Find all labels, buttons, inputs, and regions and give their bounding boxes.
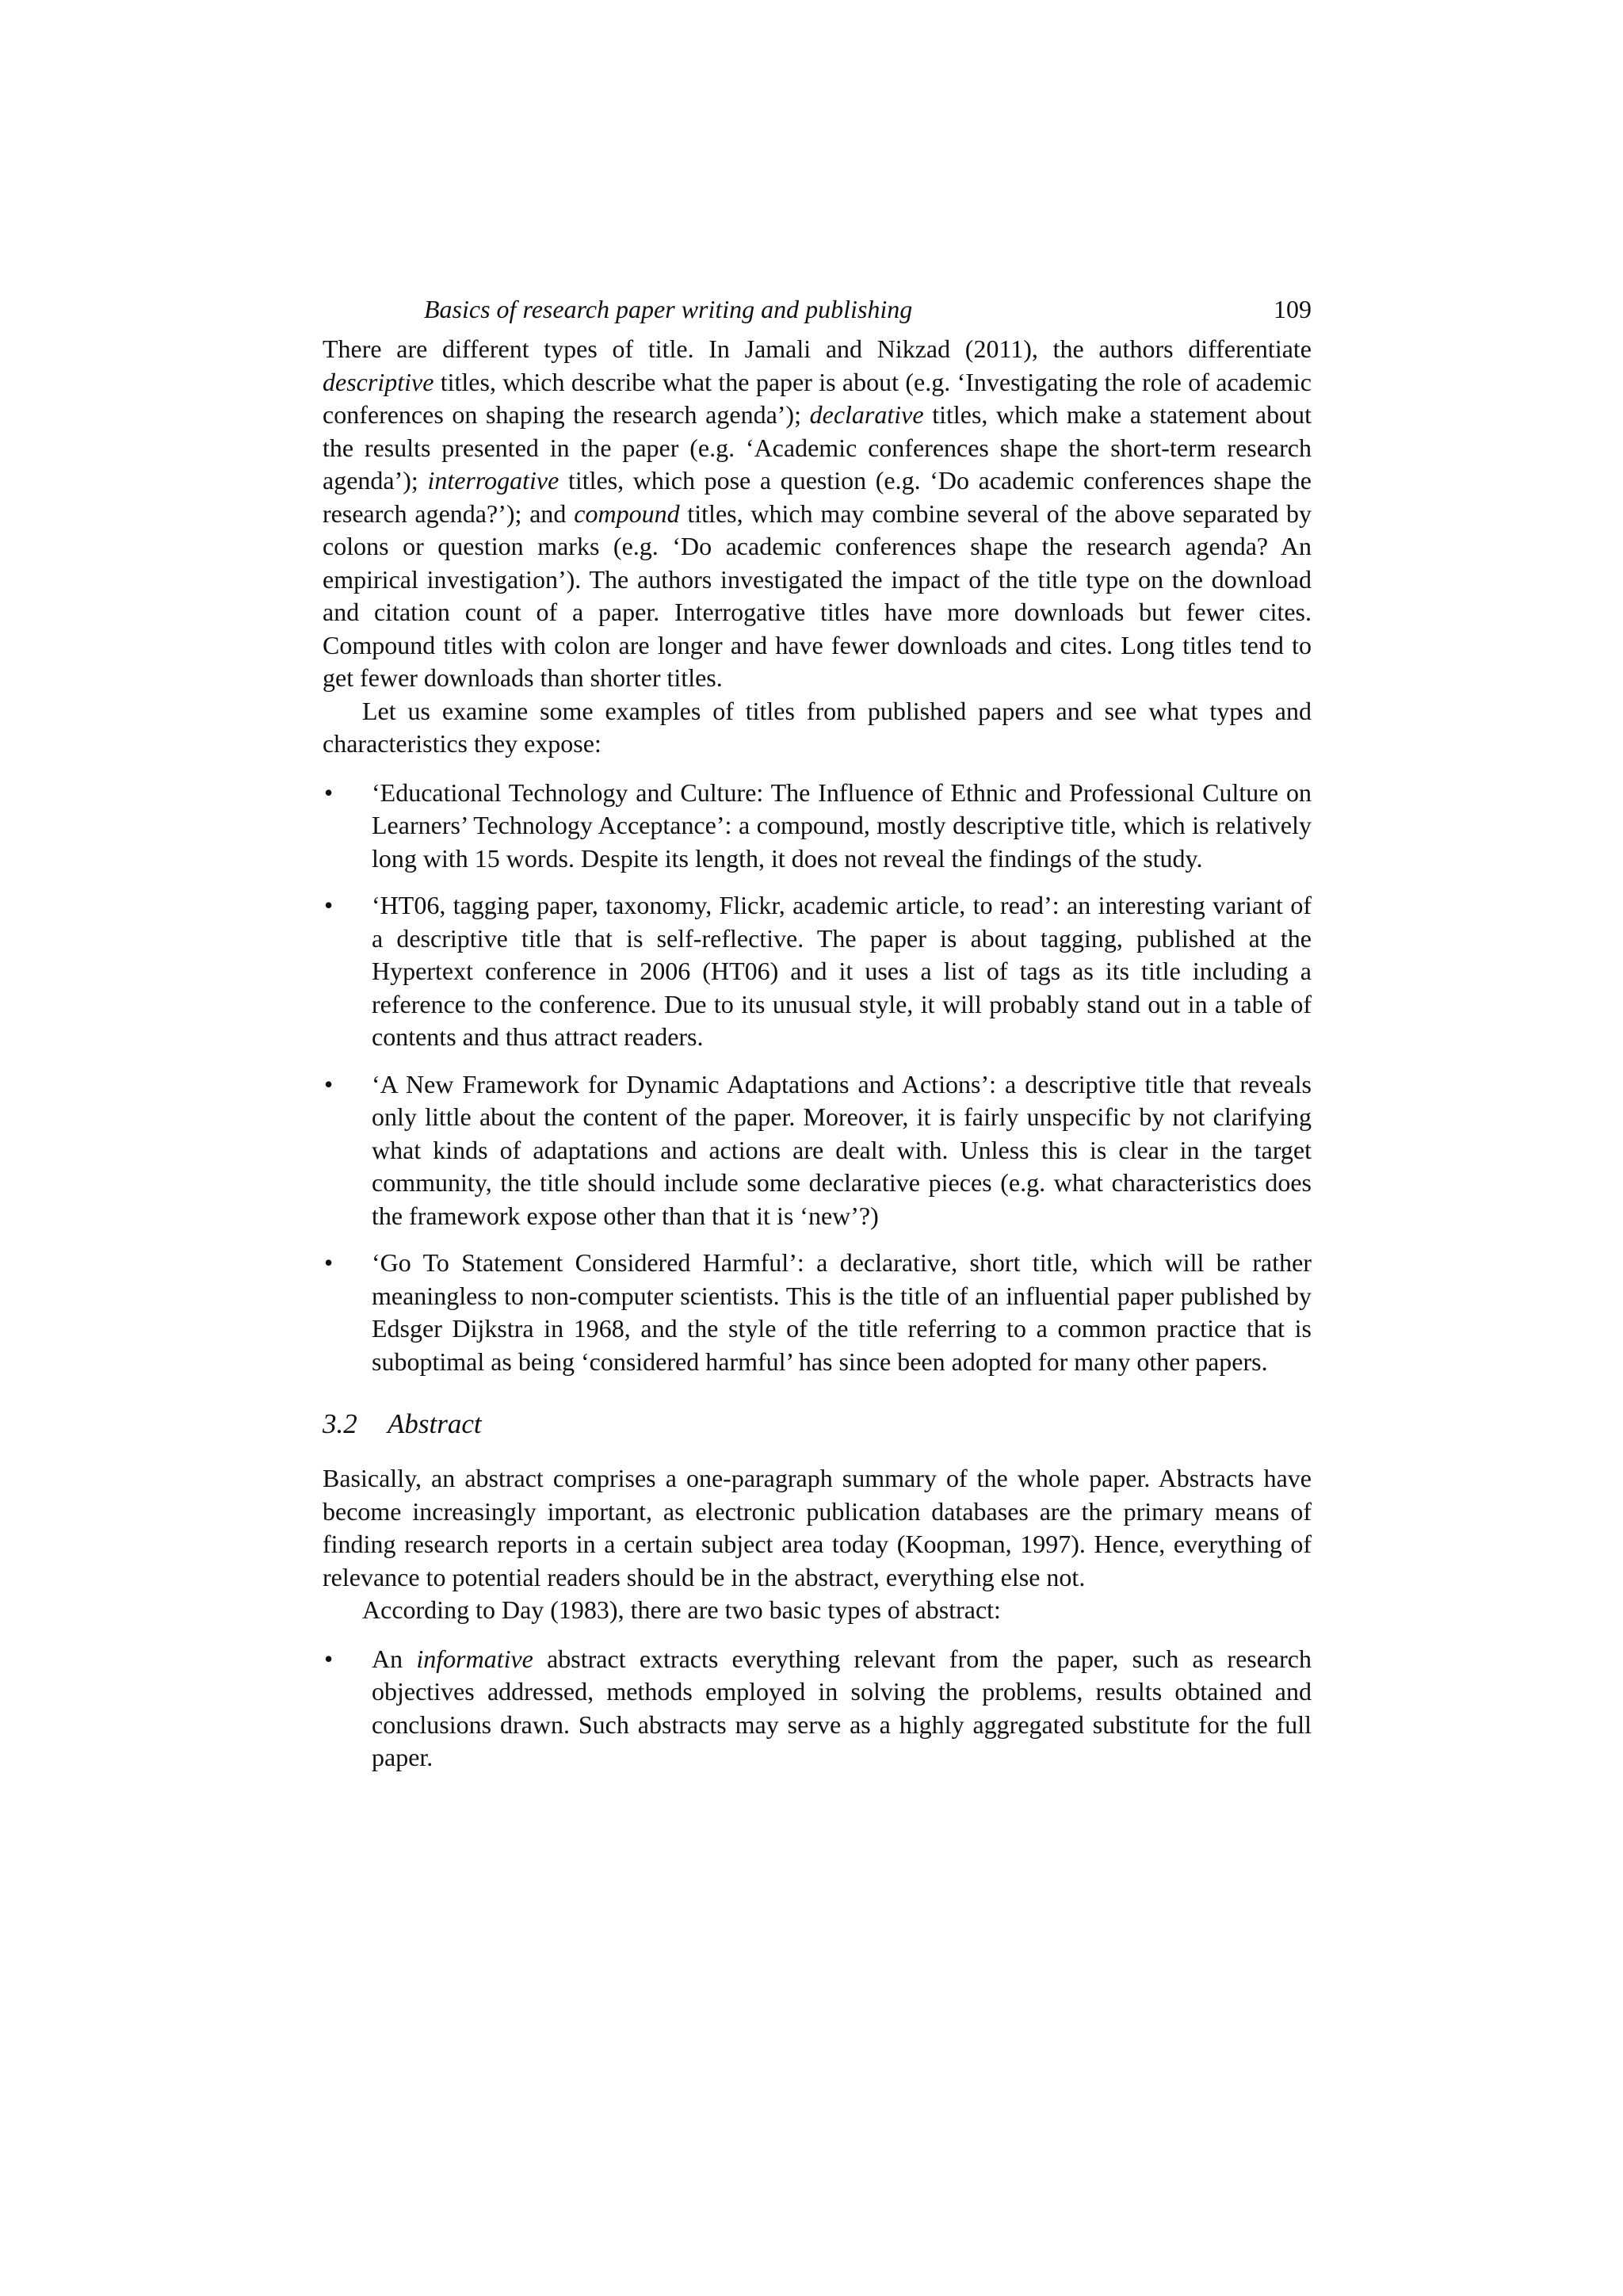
section-title: Abstract: [388, 1408, 482, 1439]
list-item: • ‘A New Framework for Dynamic Adaptations and Actions’: a descriptive title that reveals only little about the content of the paper. Moreover, it is fairly unspecific by not clarifying what kinds of adaptations and actions are dealt with. Unless this is clear in the target community, the title should include some declarative pieces (e.g. what characteristics does the framework expose other than that it is ‘new’?): [324, 1069, 1312, 1230]
list-item: • An informative abstract extracts everything relevant from the paper, such as research objectives addressed, methods employed in solving the problems, results obtained and conclusions drawn. Such abstracts may serve as a highly aggregated substitute for the full paper.: [324, 1644, 1312, 1771]
bullet-icon: •: [324, 777, 334, 807]
title-examples-list: [323, 777, 1312, 1379]
paragraph-title-types: There are different types of title. In Jamali and Nikzad (2011), the authors differentiate descriptive titles, which describe what the paper is about (e.g. ‘Investigating the role of academic conferences on shaping the research agenda’); declarative titles, which make a statement about the results presented in the paper (e.g. ‘Academic conferences shape the short-term research agenda’); interrogative titles, which pose a question (e.g. ‘Do academic conferences shape the research agenda?’); and compound titles, which may combine several of the above separated by colons or question marks (e.g. ‘Do academic conferences shape the research agenda? An empirical investigation’). The authors investigated the impact of the title type on the download and citation count of a paper. Interrogative titles have more downloads but fewer cites. Compound titles with colon are longer and have fewer downloads and cites. Long titles tend to get fewer downloads than shorter titles.: [323, 334, 1312, 692]
term-descriptive: descriptive: [323, 367, 434, 396]
list-item: • ‘Go To Statement Considered Harmful’: a declarative, short title, which will be rather meaningless to non-computer scientists. This is the title of an influential paper published by Edsger Dijkstra in 1968, and the style of the title referring to a common practice that is suboptimal as being ‘considered harmful’ has since been adopted for many other papers.: [324, 1248, 1312, 1376]
bullet-icon: •: [324, 1644, 334, 1673]
term-informative: informative: [416, 1644, 533, 1673]
paragraph-abstract-types-intro: According to Day (1983), there are two basic types of abstract:: [362, 1595, 1001, 1624]
running-title: Basics of research paper writing and publishing: [424, 295, 913, 323]
section-number: 3.2: [323, 1408, 357, 1439]
list-item: • ‘Educational Technology and Culture: The Influence of Ethnic and Professional Culture on Learners’ Technology Acceptance’: a compound, mostly descriptive title, which is relatively long with 15 words. Despite its length, it does not reveal the findings of the study.: [324, 777, 1312, 873]
bullet-icon: •: [324, 1248, 334, 1277]
running-header: [323, 285, 1312, 333]
paragraph-examples-intro: Let us examine some examples of titles from published papers and see what types and characteristics they expose:: [323, 696, 1312, 758]
page: [323, 285, 1312, 1775]
paragraph-abstract: Basically, an abstract comprises a one-paragraph summary of the whole paper. Abstracts have become increasingly important, as electronic publication databases are the primary means of finding research reports in a certain subject area today (Koopman, 1997). Hence, everything of relevance to potential readers should be in the abstract, everything else not.: [323, 1464, 1312, 1591]
page-number: 109: [1274, 295, 1312, 323]
term-compound: compound: [574, 499, 680, 528]
abstract-types-list: [323, 1643, 1312, 1775]
term-declarative: declarative: [809, 400, 924, 429]
bullet-icon: •: [324, 891, 334, 919]
bullet-icon: •: [324, 1069, 334, 1098]
list-item: • ‘HT06, tagging paper, taxonomy, Flickr, academic article, to read’: an interesting variant of a descriptive title that is self-reflective. The paper is about tagging, published at the Hypertext conference in 2006 (HT06) and it uses a list of tags as its title including a reference to the conference. Due to its unusual style, it will probably stand out in a table of contents and thus attract readers.: [324, 891, 1312, 1051]
term-interrogative: interrogative: [427, 466, 559, 495]
section-heading: [323, 1407, 1312, 1442]
